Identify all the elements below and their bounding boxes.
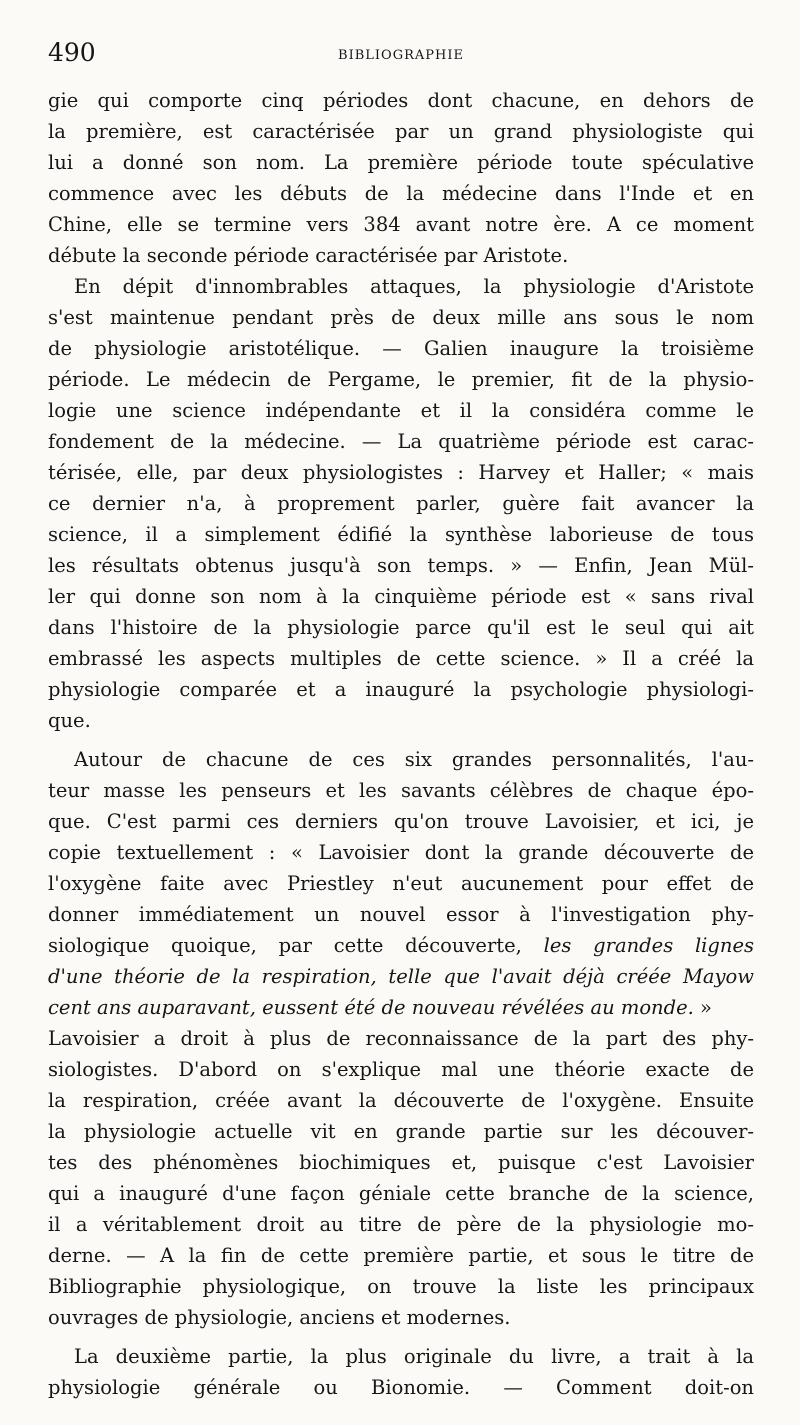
text-line: ouvrages de physiologie, anciens et modernes. <box>48 1306 511 1329</box>
text-line: qui a inauguré d'une façon géniale cette branche de la science, <box>48 1182 754 1205</box>
body-text <box>48 85 754 1403</box>
text-line: donner immédiatement un nouvel essor à l'investigation phy- <box>48 903 754 926</box>
text-line: les résultats obtenus jusqu'à son temps. » — Enfin, Jean Mül- <box>48 554 754 577</box>
text-line-mixed <box>48 930 754 961</box>
text-line: copie textuellement : « Lavoisier dont la grande découverte de <box>48 841 754 864</box>
text-line: physiologie comparée et a inauguré la psychologie physiologi- <box>48 678 754 701</box>
text-line: commence avec les débuts de la médecine dans l'Inde et en <box>48 182 754 205</box>
text-line: Bibliographie physiologique, on trouve la liste les principaux <box>48 1275 754 1298</box>
roman-segment: » <box>693 996 712 1019</box>
text-line: gie qui comporte cinq périodes dont chacune, en dehors de <box>48 89 754 112</box>
text-line: débute la seconde période caractérisée par Aristote. <box>48 244 569 267</box>
text-line: de physiologie aristotélique. — Galien inaugure la troisième <box>48 337 754 360</box>
text-line: La deuxième partie, la plus originale du livre, a trait à la <box>74 1345 754 1368</box>
text-line: fondement de la médecine. — La quatrième période est carac- <box>48 430 754 453</box>
text-line: que. <box>48 709 91 732</box>
text-line: s'est maintenue pendant près de deux mille ans sous le nom <box>48 306 754 329</box>
text-line: Autour de chacune de ces six grandes personnalités, l'au- <box>74 748 754 771</box>
running-title: BIBLIOGRAPHIE <box>338 48 464 63</box>
text-line: siologistes. D'abord on s'explique mal une théorie exacte de <box>48 1058 754 1081</box>
text-line: physiologie générale ou Bionomie. — Comment doit-on <box>48 1376 754 1399</box>
text-line: lui a donné son nom. La première période toute spéculative <box>48 151 754 174</box>
text-line: la respiration, créée avant la découverte de l'oxygène. Ensuite <box>48 1089 754 1112</box>
text-line: teur masse les penseurs et les savants célèbres de chaque épo- <box>48 779 754 802</box>
text-line: la physiologie actuelle vit en grande partie sur les découver- <box>48 1120 754 1143</box>
text-line: dans l'histoire de la physiologie parce qu'il est le seul qui ait <box>48 616 754 639</box>
text-line: derne. — A la fin de cette première partie, et sous le titre de <box>48 1244 754 1267</box>
text-line: tes des phénomènes biochimiques et, puisque c'est Lavoisier <box>48 1151 754 1174</box>
text-line-italic: d'une théorie de la respiration, telle que l'avait déjà créée Mayow <box>48 965 754 988</box>
text-line: période. Le médecin de Pergame, le premier, fit de la physio- <box>48 368 754 391</box>
text-line: ce dernier n'a, à proprement parler, guère fait avancer la <box>48 492 754 515</box>
roman-segment: siologique quoique, par cette découverte, <box>48 934 522 957</box>
text-line-mixed <box>48 992 754 1023</box>
italic-segment: les grandes lignes <box>543 934 754 957</box>
text-line: Lavoisier a droit à plus de reconnaissance de la part des phy- <box>48 1027 754 1050</box>
text-line: Chine, elle se termine vers 384 avant notre ère. A ce moment <box>48 213 754 236</box>
text-line: embrassé les aspects multiples de cette science. » Il a créé la <box>48 647 754 670</box>
text-line: science, il a simplement édifié la synthèse laborieuse de tous <box>48 523 754 546</box>
text-line: la première, est caractérisée par un grand physiologiste qui <box>48 120 754 143</box>
page-number: 490 <box>48 38 96 67</box>
page-header <box>48 38 754 68</box>
text-line: En dépit d'innombrables attaques, la physiologie d'Aristote <box>74 275 754 298</box>
text-line: que. C'est parmi ces derniers qu'on trouve Lavoisier, et ici, je <box>48 810 754 833</box>
italic-segment: cent ans auparavant, eussent été de nouveau révélées au monde. <box>48 996 694 1019</box>
text-line: logie une science indépendante et il la considéra comme le <box>48 399 754 422</box>
text-line: ler qui donne son nom à la cinquième période est « sans rival <box>48 585 754 608</box>
text-line: l'oxygène faite avec Priestley n'eut aucunement pour effet de <box>48 872 754 895</box>
text-line: il a véritablement droit au titre de père de la physiologie mo- <box>48 1213 754 1236</box>
text-line: térisée, elle, par deux physiologistes : Harvey et Haller; « mais <box>48 461 754 484</box>
